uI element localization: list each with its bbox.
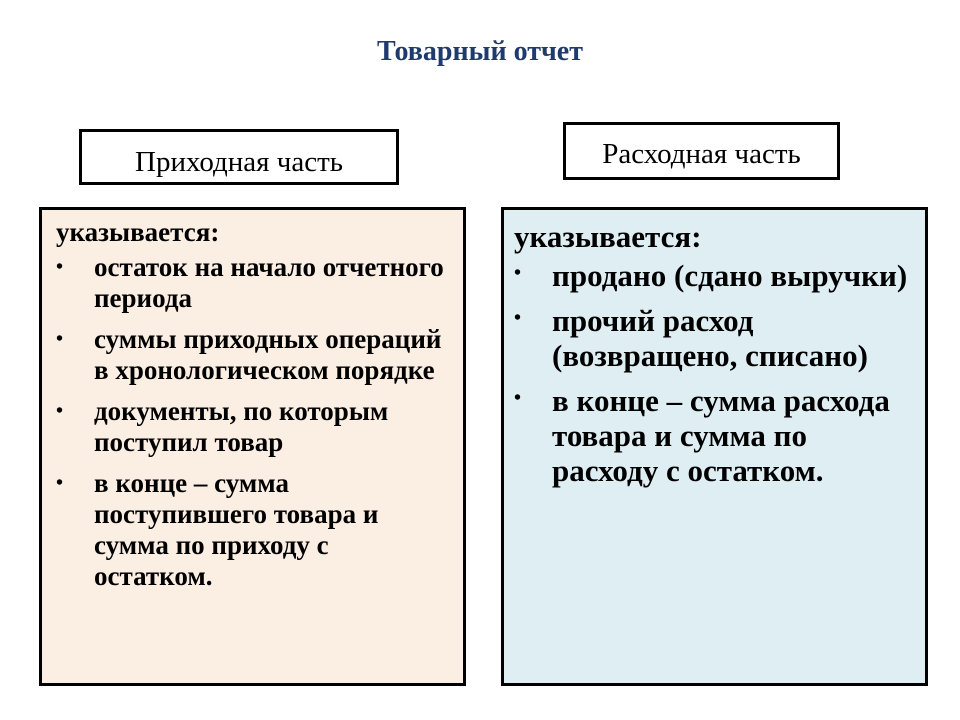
bullet-icon: • — [514, 307, 522, 329]
bullet-icon: • — [56, 328, 64, 350]
income-part-label: Приходная часть — [79, 129, 399, 185]
list-item — [56, 396, 453, 458]
list-item — [56, 324, 453, 386]
list-item — [514, 383, 915, 488]
list-item-text: в конце – сумма поступившего товара и сумма по приходу с остатком. — [94, 468, 379, 591]
list-item-text: суммы приходных операций в хронологическом порядке — [94, 324, 442, 385]
list-item-text: остаток на начало отчетного периода — [94, 252, 444, 313]
bullet-icon: • — [56, 256, 64, 278]
expense-panel-heading: указывается: — [514, 219, 702, 254]
slide-title: Товарный отчет — [377, 36, 583, 67]
income-panel-heading: указывается: — [56, 217, 220, 247]
list-item-text: продано (сдано выручки) — [552, 258, 908, 293]
list-item — [56, 468, 453, 592]
bullet-icon: • — [56, 472, 64, 494]
bullet-icon: • — [514, 262, 522, 284]
expense-part-label: Расходная часть — [563, 122, 840, 180]
expense-panel — [501, 207, 928, 686]
expense-item-list — [514, 258, 915, 488]
bullet-icon: • — [56, 400, 64, 422]
list-item-text: документы, по которым поступил товар — [94, 396, 389, 457]
list-item-text: в конце – сумма расхода товара и сумма по расходу с остатком. — [552, 383, 890, 488]
bullet-icon: • — [514, 387, 522, 409]
list-item-text: прочий расход (возвращено, списано) — [552, 303, 868, 373]
list-item — [514, 303, 915, 373]
list-item — [56, 252, 453, 314]
list-item — [514, 258, 915, 293]
income-panel — [39, 207, 466, 686]
income-item-list — [56, 252, 453, 592]
